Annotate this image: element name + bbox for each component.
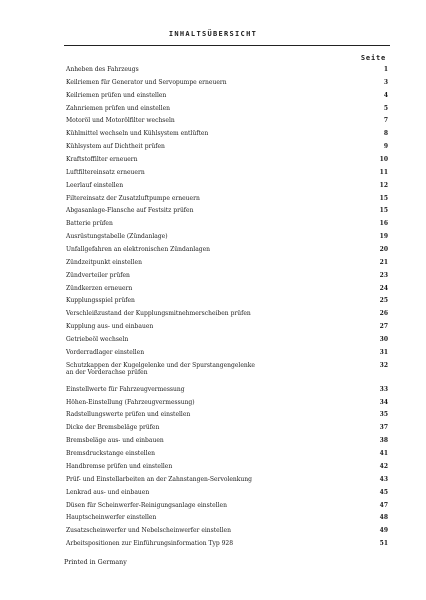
toc-entry-title: Kühlsystem auf Dichtheit prüfen — [66, 143, 165, 151]
toc-entry-title: Getriebeöl wechseln — [66, 336, 129, 344]
toc-entry-page: 41 — [379, 450, 388, 458]
toc-entry-page: 45 — [379, 488, 388, 496]
toc-entry — [66, 411, 388, 424]
toc-entry — [66, 79, 388, 92]
toc-entry-title: Anheben des Fahrzeugs — [66, 66, 139, 73]
toc-entry-title: Einstellwerte für Fahrzeugvermessung — [66, 385, 185, 393]
toc-entry-title: Zahnriemen prüfen und einstellen — [66, 104, 171, 112]
toc-entry-title: Zündkerzen erneuern — [66, 284, 133, 292]
toc-entry-page: 48 — [379, 514, 388, 522]
toc-entry-page: 51 — [379, 540, 388, 548]
toc-entry-page: 5 — [383, 104, 388, 112]
toc-entry — [66, 130, 388, 143]
toc-entry-page: 20 — [379, 246, 388, 254]
toc-entry — [66, 463, 388, 476]
toc-entry-title: Kraftstoffilter erneuern — [66, 156, 138, 164]
toc-entry-page: 11 — [379, 168, 388, 176]
page-column-header: Seite — [360, 54, 386, 62]
toc-entry-page: 1 — [383, 66, 388, 73]
toc-entry-title: Luftfiltereinsatz erneuern — [66, 168, 145, 176]
toc-entry — [66, 450, 388, 463]
toc-entry-title: Ausrüstungstabelle (Zündanlage) — [66, 233, 168, 241]
toc-entry — [66, 156, 388, 169]
toc-entry — [66, 527, 388, 540]
toc-entry-page: 49 — [379, 527, 388, 535]
toc-entry-title: Lenkrad aus- und einbauen — [66, 488, 150, 496]
toc-entry-page: 9 — [383, 143, 388, 151]
toc-entry — [66, 323, 388, 336]
footer-note: Printed in Germany — [64, 559, 127, 566]
toc-entry-title: Radstellungswerte prüfen und einstellen — [66, 411, 191, 419]
toc-entry — [66, 246, 388, 259]
toc-entry — [66, 92, 388, 105]
toc-entry — [66, 502, 388, 515]
toc-entry — [66, 143, 388, 156]
toc-entry-page: 19 — [379, 233, 388, 241]
toc-entry — [66, 476, 388, 489]
toc-entry-page: 24 — [379, 284, 388, 292]
toc-entry-page: 4 — [383, 91, 388, 99]
toc-entry — [66, 540, 388, 553]
toc-entry — [66, 297, 388, 310]
toc-entry-title: Bremsbeläge aus- und einbauen — [66, 437, 164, 445]
toc-entry — [66, 386, 388, 399]
toc-entry — [66, 195, 388, 208]
toc-entry — [66, 336, 388, 349]
toc-entry-page: 35 — [379, 411, 388, 419]
toc-entry-page: 16 — [379, 220, 388, 228]
toc-entry-page: 34 — [379, 398, 388, 406]
toc-entry-title: Arbeitspositionen zur Einführungsinformation Typ 928 — [66, 540, 234, 548]
toc-entry-page: 10 — [379, 156, 388, 164]
toc-entry — [66, 349, 388, 362]
page-title: INHALTSÜBERSICHT — [168, 30, 258, 38]
toc-entry-title: Dicke der Bremsbeläge prüfen — [66, 424, 160, 432]
toc-entry — [66, 182, 388, 195]
toc-entry-title: Kupplung aus- und einbauen — [66, 323, 154, 331]
toc-entry-title: Höhen-Einstellung (Fahrzeugvermessung) — [66, 398, 195, 406]
toc-entry-title: Unfallgefahren an elektronischen Zündanlagen — [66, 246, 211, 254]
toc-entry-page: 30 — [379, 336, 388, 344]
toc-entry-title: Prüf- und Einstellarbeiten an der Zahnstangen-Servolenkung — [66, 475, 252, 483]
toc-entry-title: Kupplungsspiel prüfen — [66, 297, 135, 305]
toc-entry-title: Leerlauf einstellen — [66, 181, 124, 189]
toc-entry-title: Verschleißzustand der Kupplungsmitnehmerscheiben prüfen — [66, 310, 251, 318]
toc-entry-page: 7 — [383, 117, 388, 125]
toc-entry — [66, 117, 388, 130]
toc-entry-page: 8 — [383, 130, 388, 138]
toc-entry-title: Motoröl und Motorölfilter wechseln — [66, 117, 175, 125]
toc-entry-title: Düsen für Scheinwerfer-Reinigungsanlage einstellen — [66, 501, 227, 509]
title-divider — [64, 45, 390, 46]
toc-entry — [66, 489, 388, 502]
toc-entry-title: Zündzeitpunkt einstellen — [66, 258, 142, 266]
toc-entry-page: 15 — [379, 207, 388, 215]
toc-entry — [66, 310, 388, 323]
toc-entry-title: Batterie prüfen — [66, 220, 113, 228]
toc-entry — [66, 362, 388, 386]
toc-entry — [66, 220, 388, 233]
toc-entry-page: 15 — [379, 194, 388, 202]
toc-entry-page: 31 — [379, 348, 388, 356]
toc-entry-title: Kühlmittel wechseln und Kühlsystem entlüften — [66, 130, 209, 138]
toc-entry-title: Filtereinsatz der Zusatzluftpumpe erneuern — [66, 194, 200, 202]
toc-entry-page: 23 — [379, 271, 388, 279]
toc-entry-page: 47 — [379, 501, 388, 509]
toc-entry-page: 42 — [379, 462, 388, 470]
toc-entry — [66, 399, 388, 412]
toc-entry — [66, 207, 388, 220]
toc-entry — [66, 105, 388, 118]
toc-entry-page: 26 — [379, 310, 388, 318]
toc-entry-title: Bremsdruckstange einstellen — [66, 450, 156, 458]
toc-entry-page: 43 — [379, 475, 388, 483]
toc-entry-title: Vorderradlager einstellen — [66, 348, 145, 356]
toc-entry — [66, 437, 388, 450]
toc-entry-title: Hauptscheinwerfer einstellen — [66, 514, 157, 522]
toc-entry — [66, 514, 388, 527]
toc-entry-title: Schutzkappen der Kugelgelenke und der Spurstangengelenke an der Vorderachse prüfen — [66, 361, 255, 376]
table-of-contents — [66, 66, 388, 553]
toc-entry-title: Keilriemen für Generator und Servopumpe erneuern — [66, 78, 227, 86]
toc-entry — [66, 272, 388, 285]
toc-entry-page: 21 — [379, 258, 388, 266]
toc-entry — [66, 66, 388, 79]
toc-entry — [66, 233, 388, 246]
toc-entry-page: 38 — [379, 437, 388, 445]
toc-entry-page: 27 — [379, 323, 388, 331]
toc-entry — [66, 285, 388, 298]
toc-entry — [66, 424, 388, 437]
toc-entry — [66, 259, 388, 272]
toc-entry-page: 3 — [383, 78, 388, 86]
toc-entry-page: 25 — [379, 297, 388, 305]
toc-entry-page: 37 — [379, 424, 388, 432]
toc-entry-title: Zündverteiler prüfen — [66, 271, 130, 279]
toc-entry-title: Handbremse prüfen und einstellen — [66, 462, 173, 470]
toc-entry-page: 12 — [379, 181, 388, 189]
toc-entry-title: Keilriemen prüfen und einstellen — [66, 91, 167, 99]
toc-entry-page: 32 — [379, 361, 388, 369]
toc-entry — [66, 169, 388, 182]
toc-entry-title: Abgasanlage-Flansche auf Festsitz prüfen — [66, 207, 194, 215]
toc-entry-title: Zusatzscheinwerfer und Nebelscheinwerfer einstellen — [66, 527, 231, 535]
toc-entry-page: 33 — [379, 385, 388, 393]
